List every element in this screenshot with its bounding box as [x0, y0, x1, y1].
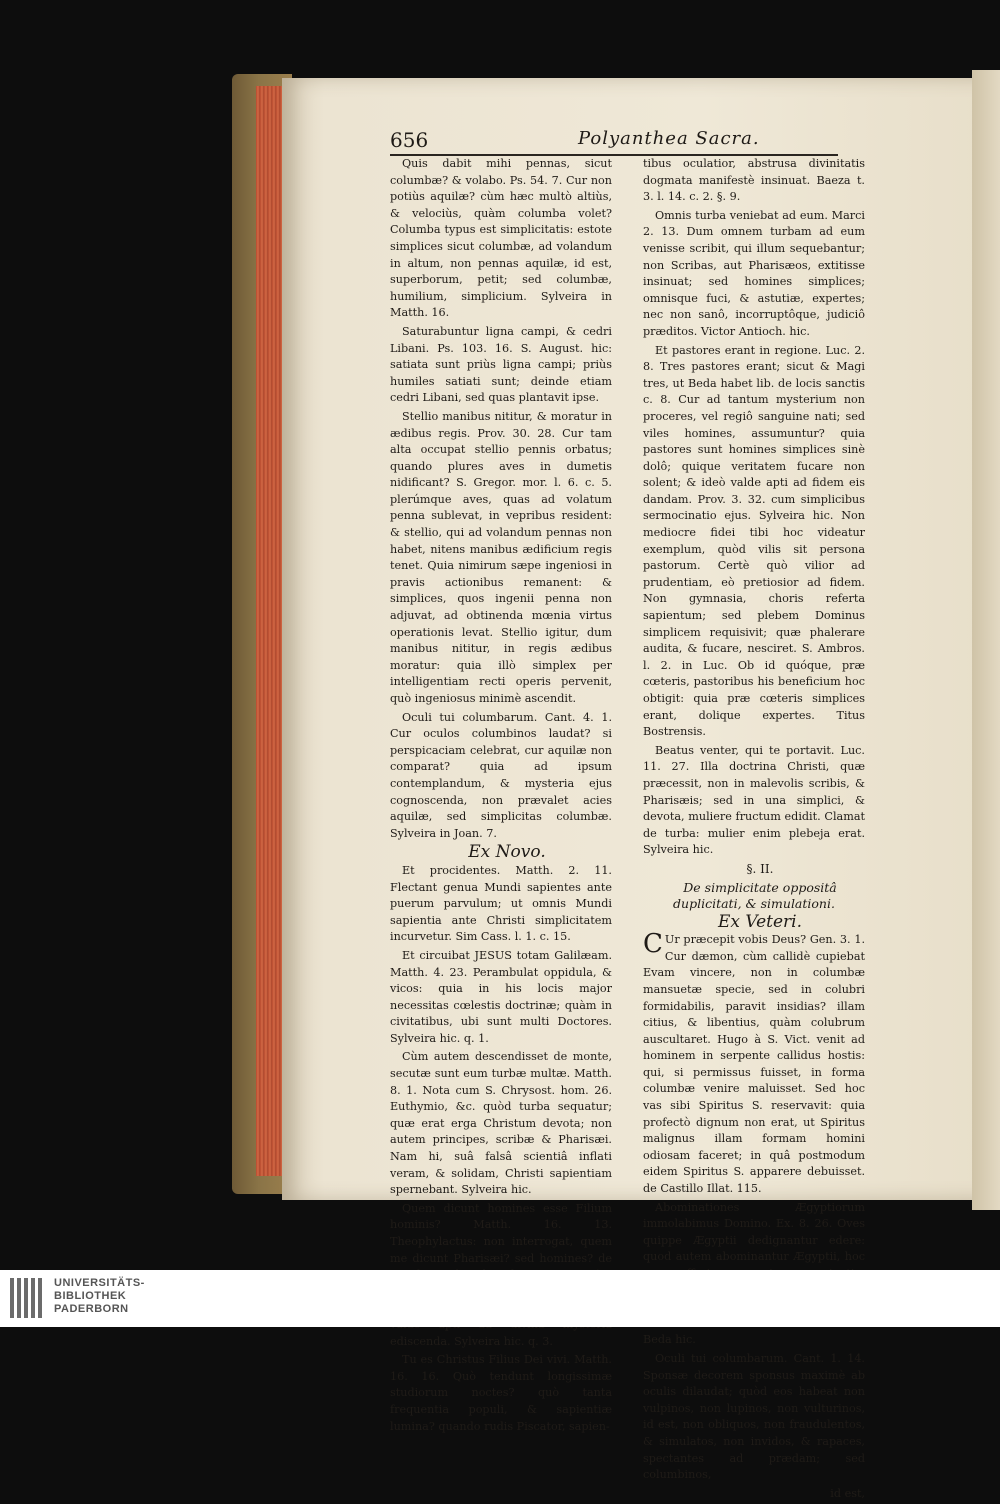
paragraph-text: Ur præcepit vobis Deus? Gen. 3. 1. Cur dæmon, cùm callidè cupiebat Evam vincere, non in columbæ mansuetæ specie, sed in colubri formidabilis, paravit insidias? illam citius, & libentius, quàm colubrum auscultaret. Hugo à S. Vict. venit ad hominem in serpente callidus hostis: qui, si permissus fuisset, in forma columbæ venire maluisset. Sed hoc vas sibi Spiritus S. reservavit: quia profectò dignum non erat, ut Spiritus malignus illam formam homini odiosam faceret; in quâ postmodum eidem Spiritus S. apparere debuisset. de Castillo Illat. 115.	[643, 933, 865, 1196]
page-edges	[256, 86, 282, 1176]
running-title: Polyanthea Sacra.	[578, 128, 760, 149]
page-header	[390, 128, 838, 156]
paragraph: Oculi tui columbarum. Cant. 1. 14. Sponsæ decorem sponsus maximè ab oculis dilaudat; quòd eos habeat non vulpinos, non lupinos, non vulturinos, id est, non obliquos, non fraudulentos, & simulatos, non invidos, & rapaces, spectantes ad prædam; sed columbinos,	[643, 1351, 865, 1482]
section-title: De simplicitate oppositâ duplicitati, & simulationi.	[673, 879, 837, 911]
paragraph: tibus oculatior, abstrusa divinitatis dogmata manifestè insinuat. Baeza t. 3. l. 14. c. 2. §. 9.	[643, 157, 865, 204]
library-logo-icon	[10, 1278, 48, 1318]
book-page	[282, 78, 982, 1200]
left-column	[390, 156, 612, 1437]
paragraph: Beatus venter, qui te portavit. Luc. 11. 27. Illa doctrina Christi, quæ præcessit, non in malevolis scribis, & Pharisæis; sed in una simplici, & devota, muliere fructum edidit. Clamat de turba: mulier enim plebeja erat. Sylveira hic.	[643, 743, 865, 857]
paragraph: Et pastores erant in regione. Luc. 2. 8. Tres pastores erant; sicut & Magi tres, ut Beda habet lib. de locis sanctis c. 8. Cur ad tantum mysterium non proceres, vel regiô sanguine nati; sed viles homines, assumuntur? quia pastores sunt homines simplices sinè dolô; quique veritatem fucare non solent; & ideò valde apti ad fidem eis dandam. Prov. 3. 32. cum simplicibus sermocinatio ejus. Sylveira hic. Non mediocre fidei tibi hoc videatur exemplum, quòd vilis sit persona pastorum. Certè quò vilior ad prudentiam, eò pretiosior ad fidem. Non gymnasia, choris referta sapientum; sed plebem Dominus simplicem requisivit; quæ phalerare audita, & fucare, nesciret. S. Ambros. l. 2. in Luc. Ob id quóque, præ cœteris, pastoribus his beneficium hoc obtigit: quia præ cœteris simplices erant, dolique expertes. Titus Bostrensis.	[643, 343, 865, 739]
library-name	[54, 1277, 145, 1316]
paragraph: Quem dicunt homines esse Filium hominis? Matth. 16. 13. Theophylactus: non interrogat, quem me dicunt Pharisæi? sed homines? de ediscenda. Sylveira hic. q. 3.	[390, 1201, 612, 1348]
section-heading: Ex Novo.	[468, 842, 546, 863]
paragraph: Abominationes Ægyptiorum immolabimus Domino. Ex. 8. 26. Oves quippe Ægyptii dedignantur edere: quod autem abominantur Ægyptii, hoc Beda hic.	[643, 1200, 865, 1347]
drop-cap: C	[643, 929, 663, 960]
paragraph-with-dropcap	[643, 929, 865, 1198]
section-heading: Ex Veteri.	[717, 911, 803, 932]
library-name-line: PADERBORN	[54, 1303, 129, 1315]
paragraph: Cùm autem descendisset de monte, secutæ sunt eum turbæ multæ. Matth. 8. 1. Nota cum S. Chrysost. hom. 26. Euthymio, &c. quòd turba sequatur; quæ erat erga Christum devota; non autem principes, scribæ & Pharisæi. Nam hi, suâ falsâ scientiâ inflati veram, & solidam, Christi sapientiam spernebant. Sylveira hic.	[390, 1050, 612, 1197]
library-name-line: UNIVERSITÄTS-	[54, 1277, 145, 1289]
catchword: id est,	[830, 1486, 865, 1500]
paragraph: Tu es Christus Filius Dei vivi. Matth. 16. 16. Quò tendunt longissimæ studiorum noctes? quò tanta frequentia populi, & sapientiæ lumina? quando rudis Piscator, sapien-	[390, 1353, 612, 1433]
section-number: §. II.	[746, 861, 774, 876]
facing-page-edge	[972, 70, 1000, 1210]
paragraph: Oculi tui columbarum. Cant. 4. 1. Cur oculos columbinos laudat? si perspicaciam celebrat, cur aquilæ non comparat? quia ad ipsum contemplandum, & mysteria ejus cognoscenda, non prævalet acies aquilæ, sed simplicitas columbæ. Sylveira in Joan. 7.	[390, 710, 612, 840]
page-number: 656	[390, 128, 429, 152]
paragraph: Saturabuntur ligna campi, & cedri Libani. Ps. 103. 16. S. August. hic: satiata sunt priùs ligna campi; priùs humiles satiati sunt; deinde etiam cedri Libani, sed quas plantavit ipse.	[390, 324, 612, 405]
paragraph: Omnis turba veniebat ad eum. Marci 2. 13. Dum omnem turbam ad eum venisse scribit, qui illum sequebantur; non Scribas, aut Pharisæos, extitisse insinuat; sed homines simplices; omnisque fuci, & astutiæ, expertes; nec non sanô, incorruptôque, judiciô præditos. Victor Antioch. hic.	[643, 208, 865, 338]
paragraph: Quis dabit mihi pennas, sicut columbæ? & volabo. Ps. 54. 7. Cur non potiùs aquilæ? cùm hæc multò altiùs, & velociùs, quàm columba volet? Columba typus est simplicitatis: estote simplices sicut columbæ, ad volandum in altum, non pennas aquilæ, id est, superborum, petit; sed columbæ, humilium, simplicium. Sylveira in Matth. 16.	[390, 157, 612, 320]
library-name-line: BIBLIOTHEK	[54, 1290, 127, 1302]
paragraph: Et circuibat JESUS totam Galilæam. Matth. 4. 23. Perambulat oppidula, & vicos: quia in his locis major necessitas cœlestis doctrinæ; quàm in civitatibus, ubi sunt multi Doctores. Sylveira hic. q. 1.	[390, 948, 612, 1045]
paragraph: Stellio manibus nititur, & moratur in ædibus regis. Prov. 30. 28. Cur tam alta occupat stellio pennis orbatus; quando plures aves in dumetis nidificant? S. Gregor. mor. l. 6. c. 5. plerúmque aves, quas ad volatum penna sublevat, in vepribus resident: & stellio, qui ad volandum pennas non habet, nitens manibus ædificium regis tenet. Quia nimirum sæpe ingeniosi in pravis actionibus remanent: & simplices, quos ingenii penna non adjuvat, ad obtinenda mœnia virtus operationis levat. Stellio igitur, dum manibus nititur, in regis ædibus moratur: quia illò simplex per intelligentiam recti operis pervenit, quò ingeniosus minimè ascendit.	[390, 409, 612, 705]
library-footer	[0, 1270, 1000, 1327]
paragraph: Et procidentes. Matth. 2. 11. Flectant genua Mundi sapientes ante puerum parvulum; ut omnis Mundi sapientia ante Christi simplicitatem incurvetur. Sim Cass. l. 1. c. 15.	[390, 863, 612, 944]
